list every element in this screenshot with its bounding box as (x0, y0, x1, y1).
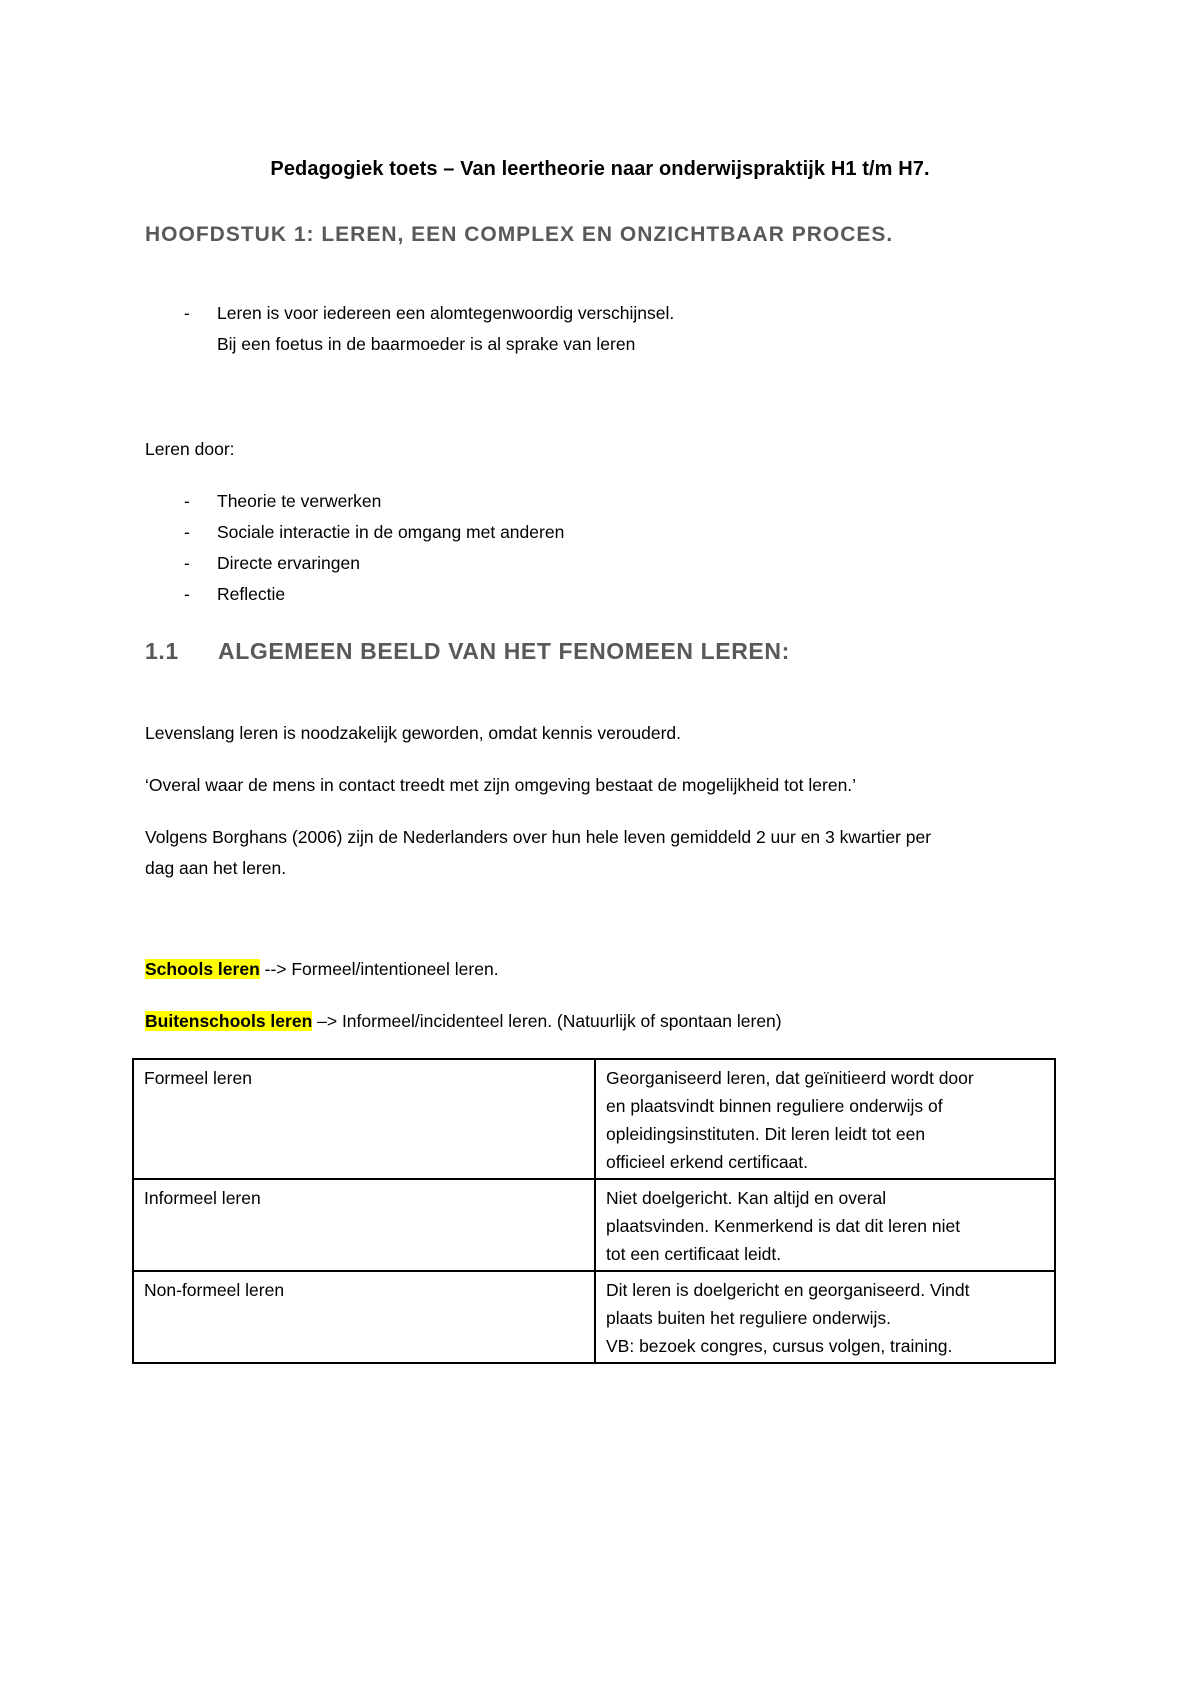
quote-paragraph: ‘Overal waar de mens in contact treedt met zijn omgeving bestaat de mogelijkheid tot leren.’ (145, 775, 857, 795)
table-row (133, 1271, 1055, 1363)
section-title: ALGEMEEN BEELD VAN HET FENOMEEN LEREN: (218, 638, 790, 664)
description-line: en plaatsvindt binnen reguliere onderwijs of (606, 1096, 943, 1116)
paragraph-line: Volgens Borghans (2006) zijn de Nederlanders over hun hele leven gemiddeld 2 uur en 3 kwartier per (145, 827, 932, 847)
bullet-dash: - (184, 491, 190, 511)
bullet-dash: - (184, 522, 190, 542)
description-line: Niet doelgericht. Kan altijd en overal (606, 1188, 887, 1208)
description-line: plaats buiten het reguliere onderwijs. (606, 1308, 892, 1328)
intro-bullet-line-2: Bij een foetus in de baarmoeder is al sprake van leren (217, 334, 636, 354)
paragraph: Levenslang leren is noodzakelijk geworden, omdat kennis verouderd. (145, 723, 682, 743)
description-line: Georganiseerd leren, dat geïnitieerd wordt door (606, 1068, 974, 1088)
bullet-dash: - (184, 553, 190, 573)
description-line: Dit leren is doelgericht en georganiseerd. Vindt (606, 1280, 970, 1300)
term-definition: –> Informeel/incidenteel leren. (Natuurlijk of spontaan leren) (312, 1011, 782, 1031)
section-heading (145, 638, 790, 665)
paragraph-line: dag aan het leren. (145, 858, 287, 878)
learning-types-table (132, 1058, 1056, 1364)
leren-door-list (0, 486, 1200, 616)
chapter-heading: HOOFDSTUK 1: LEREN, EEN COMPLEX EN ONZICHTBAAR PROCES. (145, 223, 894, 246)
description-line: tot een certificaat leidt. (606, 1244, 782, 1264)
term-definition: --> Formeel/intentioneel leren. (259, 959, 499, 979)
table-cell-description (595, 1179, 1055, 1271)
description-line: VB: bezoek congres, cursus volgen, training. (606, 1336, 953, 1356)
buitenschools-leren-line (145, 1006, 782, 1037)
highlighted-term: Schools leren (145, 959, 260, 979)
leren-door-label: Leren door: (145, 439, 235, 459)
description-line: officieel erkend certificaat. (606, 1152, 809, 1172)
schools-leren-line (145, 954, 499, 985)
document-title: Pedagogiek toets – Van leertheorie naar onderwijspraktijk H1 t/m H7. (270, 158, 930, 180)
intro-bullet-line-1: Leren is voor iedereen een alomtegenwoordig verschijnsel. (217, 303, 675, 323)
list-item: Reflectie (217, 584, 286, 604)
description-line: opleidingsinstituten. Dit leren leidt tot een (606, 1124, 926, 1144)
table-cell-description (595, 1271, 1055, 1363)
intro-bullet (0, 298, 1200, 368)
table-row (133, 1059, 1055, 1179)
list-item: Theorie te verwerken (217, 491, 382, 511)
description-line: plaatsvinden. Kenmerkend is dat dit leren niet (606, 1216, 961, 1236)
table-row (133, 1179, 1055, 1271)
table-cell-term: Formeel leren (133, 1059, 595, 1179)
bullet-dash: - (184, 584, 190, 604)
section-number: 1.1 (145, 638, 179, 664)
bullet-dash: - (184, 303, 190, 323)
table-cell-description (595, 1059, 1055, 1179)
list-item: Directe ervaringen (217, 553, 360, 573)
highlighted-term: Buitenschools leren (145, 1011, 313, 1031)
list-item: Sociale interactie in de omgang met anderen (217, 522, 565, 542)
table-cell-term: Non-formeel leren (133, 1271, 595, 1363)
table-cell-term: Informeel leren (133, 1179, 595, 1271)
